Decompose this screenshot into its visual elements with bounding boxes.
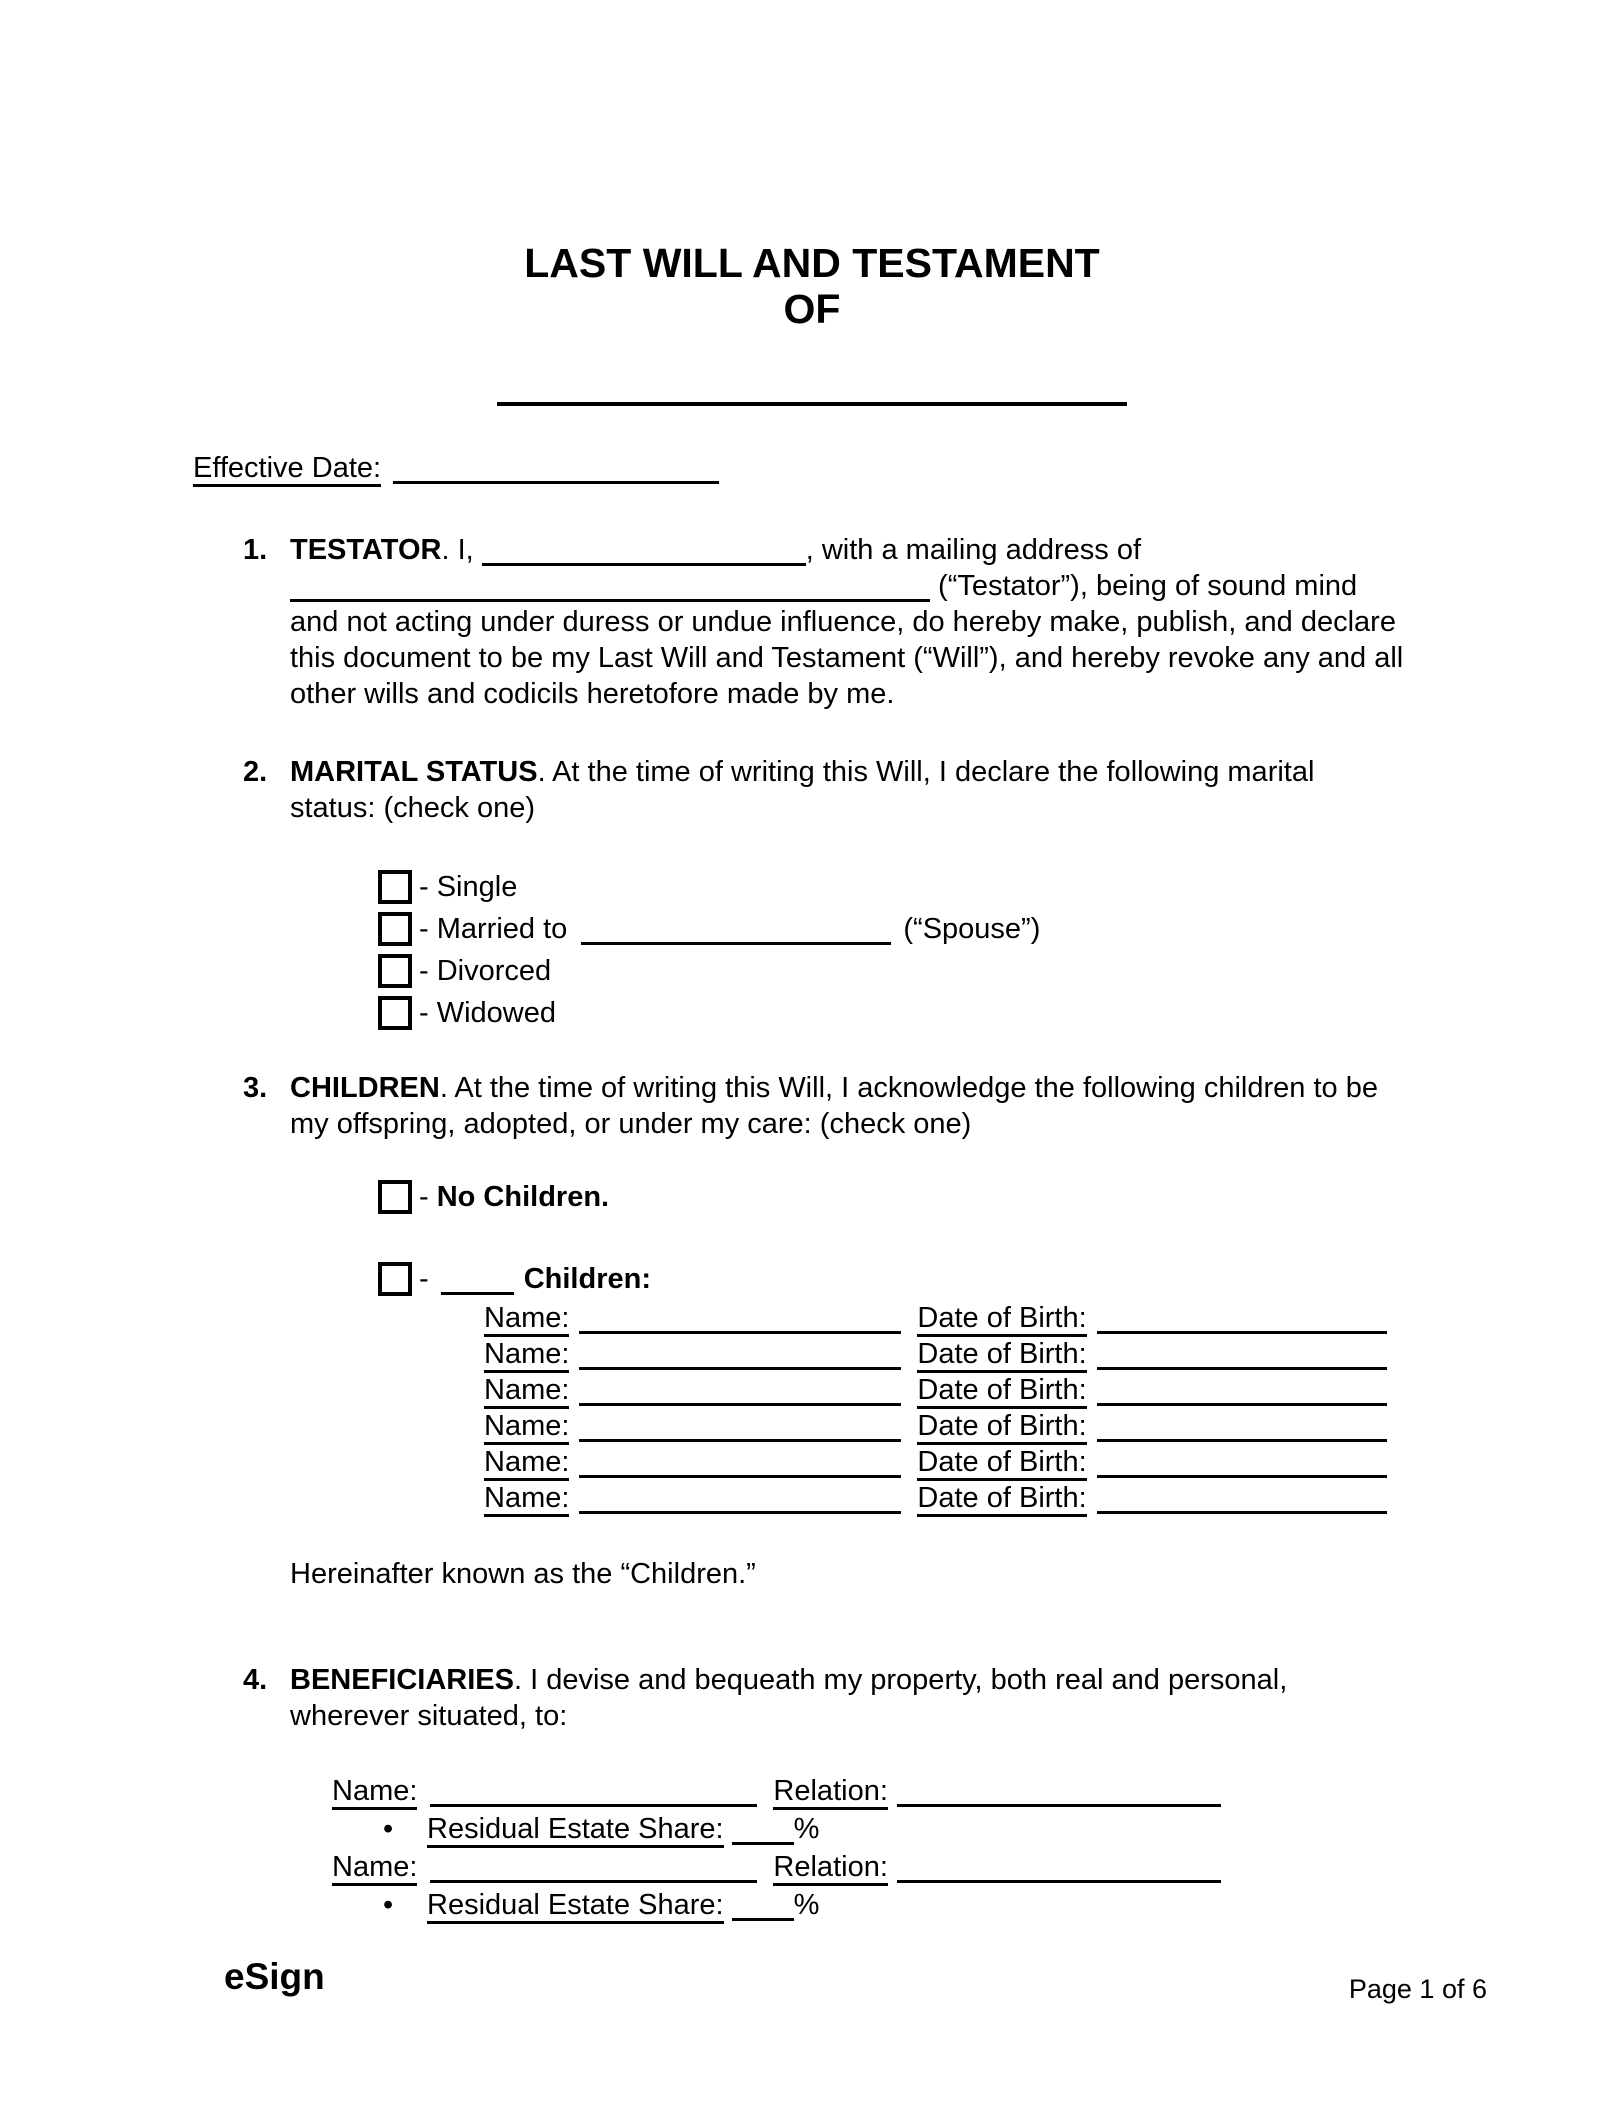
section-children-heading: CHILDREN bbox=[290, 1072, 440, 1104]
marital-options bbox=[290, 866, 1405, 1034]
section-marital-status bbox=[243, 754, 1405, 1034]
no-children-checkbox[interactable] bbox=[378, 1180, 412, 1214]
no-children-label: No Children. bbox=[436, 1181, 610, 1213]
effective-date-label: Effective Date: bbox=[193, 452, 381, 487]
document-title-line2: OF bbox=[783, 286, 841, 332]
beneficiaries-paragraph bbox=[290, 1662, 1405, 1734]
beneficiary-name-label: Name: bbox=[332, 1775, 417, 1810]
widowed-label: - Widowed bbox=[419, 997, 556, 1029]
married-checkbox[interactable] bbox=[378, 912, 412, 946]
children-list bbox=[290, 1300, 1405, 1516]
option-no-children bbox=[378, 1176, 1405, 1218]
testator-after-address-text: (“Testator”), being of sound mind and not acting under duress or undue influence, do hereby make, publish, and declare this document to be my Last Will and Testament (“Will”), and hereby revoke any and all other wills and codicils heretofore made by me. bbox=[290, 570, 1404, 710]
children-body-text: . At the time of writing this Will, I acknowledge the following children to be my offspring, adopted, or under my care: (check one) bbox=[290, 1072, 1378, 1140]
single-label: - Single bbox=[419, 871, 518, 903]
page-indicator: Page 1 of 6 bbox=[1348, 1974, 1487, 2004]
child-name-label: Name: bbox=[484, 1446, 569, 1481]
beneficiary-relation-field[interactable] bbox=[897, 1782, 1221, 1807]
beneficiary-row bbox=[332, 1772, 1405, 1810]
spouse-name-field[interactable] bbox=[581, 920, 891, 945]
beneficiary-relation-field[interactable] bbox=[897, 1858, 1221, 1883]
residual-share-row bbox=[383, 1886, 1405, 1924]
child-dob-field[interactable] bbox=[1097, 1453, 1387, 1478]
bullet-icon: • bbox=[383, 1889, 394, 1921]
section-children-body bbox=[290, 1070, 1405, 1592]
marital-body-text: . At the time of writing this Will, I declare the following marital status: (check one) bbox=[290, 756, 1315, 824]
residual-share-label: Residual Estate Share: bbox=[427, 1889, 724, 1924]
testator-after-name-text: , with a mailing address of bbox=[805, 534, 1142, 566]
marital-option-married bbox=[378, 908, 1405, 950]
beneficiaries-list bbox=[290, 1772, 1405, 1924]
beneficiary-row bbox=[332, 1848, 1405, 1886]
child-row bbox=[484, 1372, 1405, 1408]
section-marital-number: 2. bbox=[243, 756, 268, 788]
section-beneficiaries-body bbox=[290, 1662, 1405, 1924]
child-name-field[interactable] bbox=[579, 1417, 901, 1442]
section-testator-heading: TESTATOR bbox=[290, 534, 442, 566]
document-title-line1: LAST WILL AND TESTAMENT bbox=[524, 240, 1100, 286]
section-beneficiaries-heading: BENEFICIARIES bbox=[290, 1664, 514, 1696]
child-dob-field[interactable] bbox=[1097, 1309, 1387, 1334]
section-beneficiaries bbox=[243, 1662, 1405, 1924]
child-name-field[interactable] bbox=[579, 1489, 901, 1514]
child-name-label: Name: bbox=[484, 1302, 569, 1337]
child-row bbox=[484, 1408, 1405, 1444]
beneficiary-relation-label: Relation: bbox=[773, 1851, 887, 1886]
child-dob-field[interactable] bbox=[1097, 1489, 1387, 1514]
residual-share-field[interactable] bbox=[732, 1820, 794, 1845]
no-children-dash: - bbox=[419, 1181, 437, 1213]
child-dob-label: Date of Birth: bbox=[917, 1482, 1086, 1517]
child-name-field[interactable] bbox=[579, 1309, 901, 1334]
section-marital-heading: MARITAL STATUS bbox=[290, 756, 538, 788]
section-children-number: 3. bbox=[243, 1072, 268, 1104]
child-dob-field[interactable] bbox=[1097, 1345, 1387, 1370]
beneficiary-name-field[interactable] bbox=[430, 1858, 757, 1883]
marital-paragraph bbox=[290, 754, 1405, 826]
testator-lead-text: . I, bbox=[441, 534, 482, 566]
child-name-field[interactable] bbox=[579, 1345, 901, 1370]
marital-option-divorced bbox=[378, 950, 1405, 992]
option-has-children bbox=[378, 1258, 1405, 1300]
effective-date-row bbox=[193, 450, 1624, 486]
section-testator-number: 1. bbox=[243, 534, 268, 566]
child-dob-label: Date of Birth: bbox=[917, 1302, 1086, 1337]
testator-address-field[interactable] bbox=[290, 577, 930, 602]
single-checkbox[interactable] bbox=[378, 870, 412, 904]
section-children bbox=[243, 1070, 1405, 1592]
child-name-field[interactable] bbox=[579, 1381, 901, 1406]
residual-share-label: Residual Estate Share: bbox=[427, 1813, 724, 1848]
beneficiaries-body-text: . I devise and bequeath my property, both real and personal, wherever situated, to: bbox=[290, 1664, 1288, 1732]
beneficiary-relation-label: Relation: bbox=[773, 1775, 887, 1810]
bullet-icon: • bbox=[383, 1813, 394, 1845]
child-name-label: Name: bbox=[484, 1338, 569, 1373]
child-row bbox=[484, 1300, 1405, 1336]
children-paragraph bbox=[290, 1070, 1405, 1142]
beneficiary-name-label: Name: bbox=[332, 1851, 417, 1886]
testator-paragraph bbox=[290, 532, 1405, 712]
married-label: - Married to bbox=[419, 913, 576, 945]
has-children-checkbox[interactable] bbox=[378, 1262, 412, 1296]
child-name-label: Name: bbox=[484, 1410, 569, 1445]
divorced-label: - Divorced bbox=[419, 955, 552, 987]
residual-share-row bbox=[383, 1810, 1405, 1848]
section-beneficiaries-number: 4. bbox=[243, 1664, 268, 1696]
child-dob-label: Date of Birth: bbox=[917, 1374, 1086, 1409]
child-name-label: Name: bbox=[484, 1482, 569, 1517]
child-dob-label: Date of Birth: bbox=[917, 1446, 1086, 1481]
testator-name-field[interactable] bbox=[482, 541, 806, 566]
child-row bbox=[484, 1444, 1405, 1480]
divorced-checkbox[interactable] bbox=[378, 954, 412, 988]
widowed-checkbox[interactable] bbox=[378, 996, 412, 1030]
beneficiary-name-field[interactable] bbox=[430, 1782, 757, 1807]
effective-date-field[interactable] bbox=[393, 459, 719, 484]
percent-sign: % bbox=[793, 1813, 820, 1845]
child-row bbox=[484, 1336, 1405, 1372]
residual-share-field[interactable] bbox=[732, 1896, 794, 1921]
child-name-field[interactable] bbox=[579, 1453, 901, 1478]
hereinafter-note: Hereinafter known as the “Children.” bbox=[290, 1558, 756, 1590]
marital-option-widowed bbox=[378, 992, 1405, 1034]
section-testator bbox=[243, 532, 1405, 712]
spouse-label: (“Spouse”) bbox=[895, 913, 1041, 945]
document-title bbox=[0, 240, 1624, 332]
child-dob-label: Date of Birth: bbox=[917, 1338, 1086, 1373]
esign-logo: eSign bbox=[224, 1956, 325, 1997]
marital-option-single bbox=[378, 866, 1405, 908]
child-dob-field[interactable] bbox=[1097, 1417, 1387, 1442]
child-name-label: Name: bbox=[484, 1374, 569, 1409]
section-marital-body bbox=[290, 754, 1405, 1034]
section-testator-body bbox=[290, 532, 1405, 712]
children-count-label: Children: bbox=[523, 1263, 651, 1295]
child-dob-field[interactable] bbox=[1097, 1381, 1387, 1406]
child-dob-label: Date of Birth: bbox=[917, 1410, 1086, 1445]
children-count-dash: - bbox=[419, 1263, 437, 1295]
child-row bbox=[484, 1480, 1405, 1516]
children-count-field[interactable] bbox=[441, 1270, 514, 1295]
percent-sign: % bbox=[793, 1889, 820, 1921]
testator-fullname-line[interactable] bbox=[497, 402, 1127, 406]
